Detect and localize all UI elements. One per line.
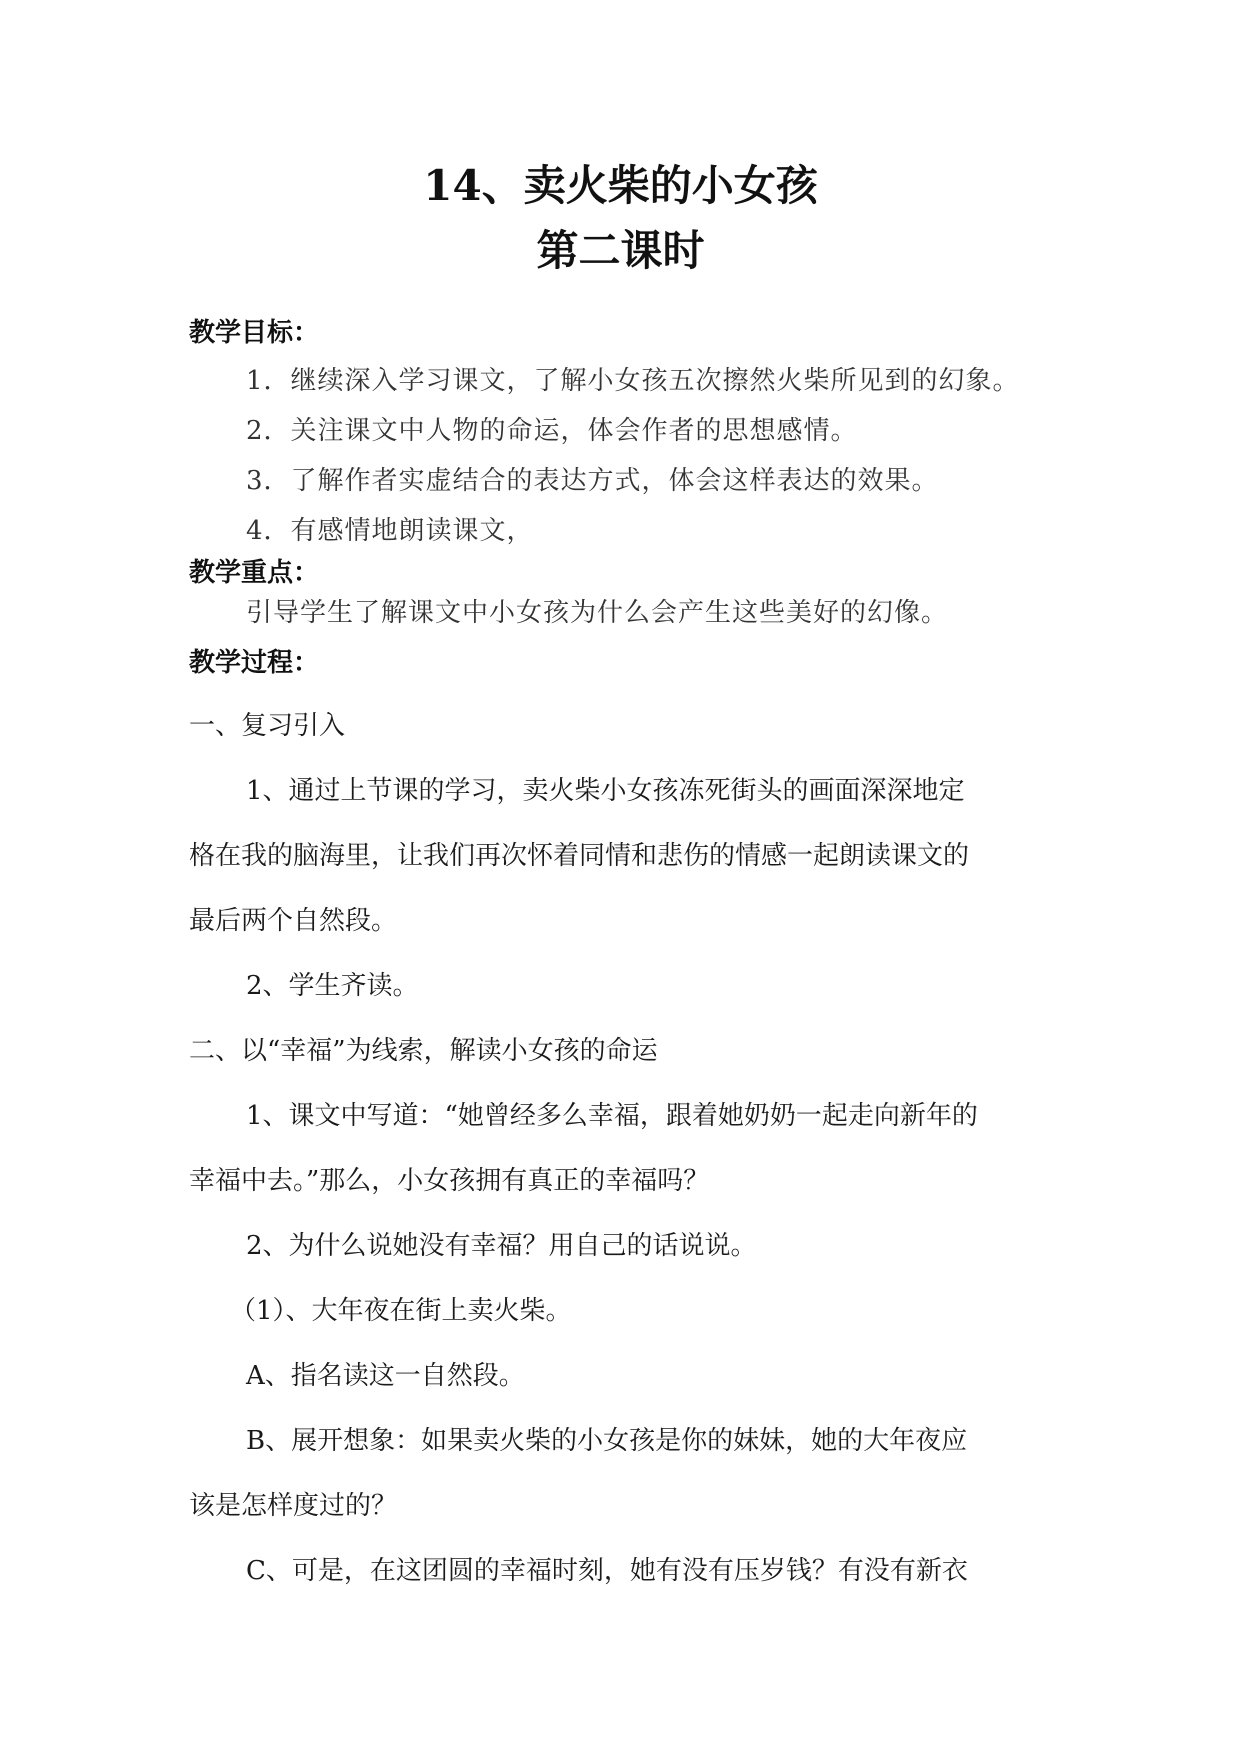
objective-item: 3．了解作者实虚结合的表达方式，体会这样表达的效果。 [246, 466, 939, 496]
section-heading: 一、复习引入 [189, 711, 346, 741]
key-point-heading: 教学重点： [189, 558, 320, 588]
document-title: 14、卖火柴的小女孩 [423, 161, 818, 210]
objective-item: 4．有感情地朗读课文， [246, 516, 534, 546]
objective-item: 1．继续深入学习课文，了解小女孩五次擦然火柴所见到的幻象。 [246, 366, 1020, 396]
paragraph-line: 幸福中去。”那么，小女孩拥有真正的幸福吗？ [189, 1166, 710, 1196]
paragraph-line: 1、课文中写道：“她曾经多么幸福，跟着她奶奶一起走向新年的 [246, 1101, 978, 1131]
section-heading: 二、以“幸福”为线索，解读小女孩的命运 [189, 1036, 658, 1066]
paragraph-line: 格在我的脑海里，让我们再次怀着同情和悲伤的情感一起朗读课文的 [189, 841, 970, 871]
key-point-text: 引导学生了解课文中小女孩为什么会产生这些美好的幻像。 [246, 598, 949, 628]
paragraph-line: 1、通过上节课的学习，卖火柴小女孩冻死街头的画面深深地定 [246, 776, 965, 806]
paragraph-line: 最后两个自然段。 [189, 906, 398, 936]
paragraph-line: A、指名读这一自然段。 [246, 1361, 525, 1391]
paragraph-line: 2、为什么说她没有幸福？用自己的话说说。 [246, 1231, 757, 1261]
process-heading: 教学过程： [189, 648, 320, 678]
document-subtitle: 第二课时 [536, 226, 705, 275]
paragraph-line: B、展开想象：如果卖火柴的小女孩是你的妹妹，她的大年夜应 [246, 1426, 968, 1456]
paragraph-line: C、可是，在这团圆的幸福时刻，她有没有压岁钱？有没有新衣 [246, 1556, 968, 1586]
paragraph-line: 2、学生齐读。 [246, 971, 419, 1001]
objective-item: 2．关注课文中人物的命运，体会作者的思想感情。 [246, 416, 858, 446]
paragraph-line: （1）、大年夜在街上卖火柴。 [230, 1296, 572, 1326]
objectives-heading: 教学目标： [189, 318, 320, 348]
paragraph-line: 该是怎样度过的？ [189, 1491, 398, 1521]
